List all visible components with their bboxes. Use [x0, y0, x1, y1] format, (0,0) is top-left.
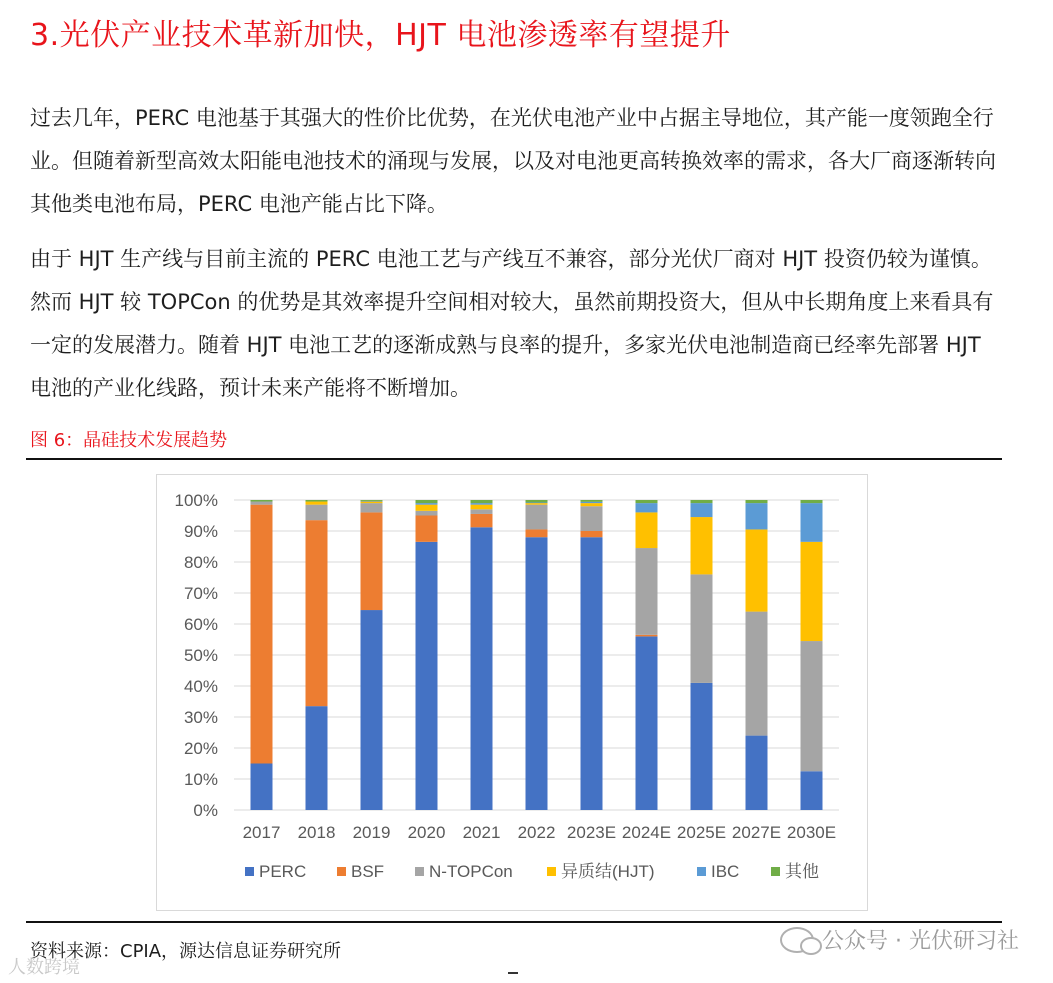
paragraph-2: 由于 HJT 生产线与目前主流的 PERC 电池工艺与产线互不兼容，部分光伏厂商对 HJT 投资仍较为谨慎。然而 HJT 较 TOPCon 的优势是其效率提升空间相对较大，虽然前期投资大，但从中长期角度上来看具有一定的发展潜力。随着 HJT 电池工艺的逐渐成熟与良率的提升，多家光伏电池制造商已经率先部署 HJT 电池的产业化线路，预计未来产能将不断增加。 [30, 247, 994, 400]
bar-segment [306, 520, 328, 706]
bar-segment [251, 502, 273, 505]
page-mark [508, 972, 518, 974]
y-tick-label: 50% [183, 646, 218, 665]
bar-segment [471, 509, 493, 514]
bar-segment [361, 610, 383, 810]
x-tick-label: 2017 [242, 823, 281, 842]
y-tick-label: 100% [174, 491, 218, 510]
figure-caption: 图 6：晶硅技术发展趋势 [30, 430, 228, 451]
bar-segment [581, 503, 603, 506]
bar-segment [306, 500, 328, 502]
paragraph-1: 过去几年，PERC 电池基于其强大的性价比优势，在光伏电池产业中占据主导地位，其产能一度领跑全行业。但随着新型高效太阳能电池技术的涌现与发展，以及对电池更高转换效率的需求，各大厂商逐渐转向其他类电池布局，PERC 电池产能占比下降。 [30, 106, 996, 216]
bar-segment [251, 505, 273, 764]
bar-segment [416, 542, 438, 810]
y-tick-label: 10% [183, 770, 218, 789]
x-tick-label: 2020 [407, 823, 446, 842]
legend-swatch [245, 867, 254, 876]
bar-segment [306, 502, 328, 505]
bar-segment [636, 500, 658, 503]
bar-segment [581, 500, 603, 502]
bar-segment [471, 514, 493, 527]
bar-segment [801, 641, 823, 771]
bar-segment [691, 500, 713, 503]
bar-segment [636, 512, 658, 548]
caption-rule [26, 458, 1002, 460]
x-tick-label: 2022 [517, 823, 556, 842]
legend-label: BSF [351, 862, 385, 881]
y-tick-label: 40% [183, 677, 218, 696]
section-heading: 3.光伏产业技术革新加快，HJT 电池渗透率有望提升 [30, 18, 731, 53]
x-tick-label: 2027E [731, 823, 782, 842]
legend-label: 其他 [785, 862, 819, 881]
bar-segment [526, 500, 548, 502]
bar-segment [526, 503, 548, 505]
y-tick-label: 80% [183, 553, 218, 572]
bar-segment [471, 500, 493, 503]
bar-segment [801, 500, 823, 503]
bar-segment [691, 574, 713, 683]
source-note: 资料来源：CPIA，源达信息证券研究所 [30, 941, 342, 962]
watermark-left: 人数跨境 [8, 957, 80, 978]
legend-label: 异质结(HJT) [561, 862, 655, 881]
bar-segment [361, 512, 383, 610]
bar-segment [636, 503, 658, 512]
bar-segment [526, 505, 548, 530]
stacked-bar-chart [157, 475, 867, 910]
bar-segment [636, 636, 658, 810]
bar-segment [801, 542, 823, 641]
bar-segment [691, 517, 713, 574]
bar-segment [636, 635, 658, 637]
bar-segment [361, 500, 383, 501]
bar-segment [801, 503, 823, 542]
bar-segment [471, 503, 493, 505]
bar-segment [416, 505, 438, 511]
bar-segment [581, 537, 603, 810]
y-tick-label: 20% [183, 739, 218, 758]
y-tick-label: 30% [183, 708, 218, 727]
bar-segment [746, 529, 768, 611]
legend-swatch [337, 867, 346, 876]
legend-swatch [697, 867, 706, 876]
bar-segment [801, 771, 823, 810]
bar-segment [691, 503, 713, 517]
legend-label: N-TOPCon [429, 862, 513, 881]
x-tick-label: 2019 [352, 823, 391, 842]
x-tick-label: 2023E [566, 823, 617, 842]
y-tick-label: 70% [183, 584, 218, 603]
x-tick-label: 2024E [621, 823, 672, 842]
bar-segment [526, 537, 548, 810]
bar-segment [746, 500, 768, 503]
bar-segment [581, 506, 603, 531]
watermark-text: 公众号 · 光伏研习社 [822, 929, 1019, 954]
legend-swatch [415, 867, 424, 876]
y-tick-label: 90% [183, 522, 218, 541]
bar-segment [361, 501, 383, 502]
legend-swatch [771, 867, 780, 876]
bar-segment [581, 531, 603, 537]
bar-segment [416, 516, 438, 542]
bar-segment [581, 502, 603, 503]
chart-container [156, 474, 868, 911]
bar-segment [746, 736, 768, 810]
source-rule [26, 921, 1002, 923]
bar-segment [746, 612, 768, 736]
bar-segment [416, 511, 438, 516]
bar-segment [251, 764, 273, 811]
bar-segment [636, 548, 658, 635]
y-tick-label: 0% [193, 801, 218, 820]
bar-segment [416, 500, 438, 503]
bar-segment [361, 503, 383, 512]
watermark [780, 924, 1019, 955]
bar-segment [416, 503, 438, 505]
bar-segment [471, 527, 493, 810]
bar-segment [306, 706, 328, 810]
x-tick-label: 2021 [462, 823, 501, 842]
bar-segment [526, 529, 548, 537]
bar-segment [691, 683, 713, 810]
bar-segment [361, 502, 383, 504]
bar-segment [471, 505, 493, 510]
bar-segment [251, 500, 273, 502]
legend-label: IBC [711, 862, 740, 881]
x-tick-label: 2018 [297, 823, 336, 842]
bar-segment [746, 503, 768, 529]
bar-segment [306, 505, 328, 521]
legend-swatch [547, 867, 556, 876]
x-tick-label: 2025E [676, 823, 727, 842]
bar-segment [526, 502, 548, 503]
y-tick-label: 60% [183, 615, 218, 634]
legend-label: PERC [259, 862, 307, 881]
wechat-icon [780, 927, 814, 953]
x-tick-label: 2030E [786, 823, 837, 842]
